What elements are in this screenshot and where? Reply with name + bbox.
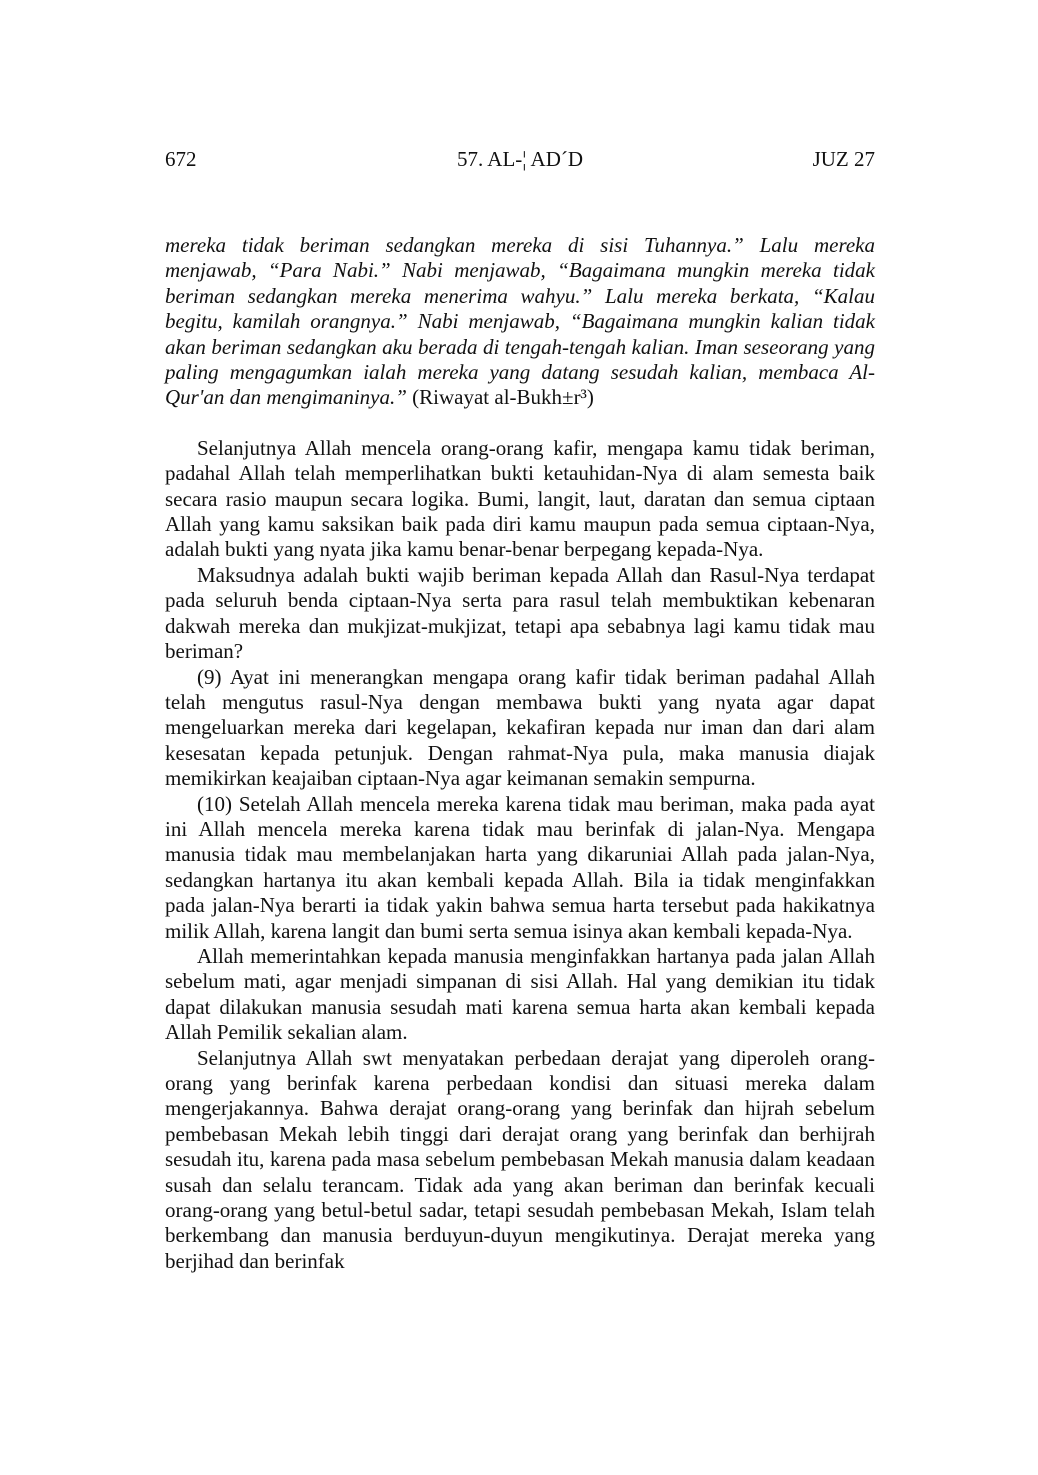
chapter-title: 57. AL-¦ AD´D: [456, 147, 584, 171]
page-number: 672: [165, 147, 197, 171]
paragraph: Maksudnya adalah bukti wajib beriman kepada Allah dan Rasul-Nya terdapat pada seluruh benda ciptaan-Nya serta para rasul telah membuktikan kebenaran dakwah mereka dan mukjizat-mukjizat, tetapi apa sebabnya lagi kamu tidak mau beriman?: [165, 562, 875, 664]
running-header: [165, 145, 875, 173]
body-text: [165, 233, 875, 1274]
paragraph: (9) Ayat ini menerangkan mengapa orang kafir tidak beriman padahal Allah telah mengutus rasul-Nya dengan membawa bukti yang nyata agar dapat mengeluarkan mereka dari kegelapan, kekafiran kepada nur iman dan dari alam kesesatan kepada petunjuk. Dengan rahmat-Nya pula, maka manusia diajak memikirkan keajaiban ciptaan-Nya agar keimanan semakin sempurna.: [165, 664, 875, 791]
juz-label: JUZ 27: [812, 147, 875, 171]
quote-citation: (Riwayat al-Bukh±r³): [412, 385, 594, 410]
paragraph: (10) Setelah Allah mencela mereka karena tidak mau beriman, maka pada ayat ini Allah mencela mereka karena tidak mau berinfak di jalan-Nya. Mengapa manusia tidak mau membelanjakan harta yang dikaruniai Allah pada jalan-Nya, sedangkan hartanya itu akan kembali kepada Allah. Bila ia tidak menginfakkan pada jalan-Nya berarti ia tidak yakin bahwa semua harta tersebut pada hakikatnya milik Allah, karena langit dan bumi serta semua isinya akan kembali kepada-Nya.: [165, 791, 875, 943]
quote-text: mereka tidak beriman sedangkan mereka di sisi Tuhannya.” Lalu mereka menjawab, “Para Nabi.” Nabi menjawab, “Bagaimana mungkin mereka tidak beriman sedangkan mereka menerima wahyu.” Lalu mereka berkata, “Kalau begitu, kamilah orangnya.” Nabi menjawab, “Bagaimana mungkin kalian tidak akan beriman sedangkan aku berada di tengah-tengah kalian. Iman seseorang yang paling mengagumkan ialah mereka yang datang sesudah kalian, membaca Al-Qur'an dan mengimaninya.”: [165, 233, 875, 410]
paragraph: Selanjutnya Allah swt menyatakan perbedaan derajat yang diperoleh orang-orang yang berinfak karena perbedaan kondisi dan situasi mereka dalam mengerjakannya. Bahwa derajat orang-orang yang berinfak dan hijrah sebelum pembebasan Mekah lebih tinggi dari derajat orang yang berinfak dan berhijrah sesudah itu, karena pada masa sebelum pembebasan Mekah manusia dalam keadaan susah dan selalu terancam. Tidak ada yang akan beriman dan berinfak kecuali orang-orang yang betul-betul sadar, tetapi sesudah pembebasan Mekah, Islam telah berkembang dan manusia berduyun-duyun mengikutinya. Derajat mereka yang berjihad dan berinfak: [165, 1045, 875, 1273]
paragraph: Allah memerintahkan kepada manusia menginfakkan hartanya pada jalan Allah sebelum mati, agar menjadi simpanan di sisi Allah. Hal yang demikian itu tidak dapat dilakukan manusia sesudah mati karena semua harta akan kembali kepada Allah Pemilik sekalian alam.: [165, 943, 875, 1045]
hadith-quote: [165, 233, 875, 411]
paragraph: Selanjutnya Allah mencela orang-orang kafir, mengapa kamu tidak beriman, padahal Allah telah memperlihatkan bukti ketauhidan-Nya di alam semesta baik secara rasio maupun secara logika. Bumi, langit, laut, daratan dan semua ciptaan Allah yang kamu saksikan baik pada diri kamu maupun pada semua ciptaan-Nya, adalah bukti yang nyata jika kamu benar-benar berpegang kepada-Nya.: [165, 435, 875, 562]
